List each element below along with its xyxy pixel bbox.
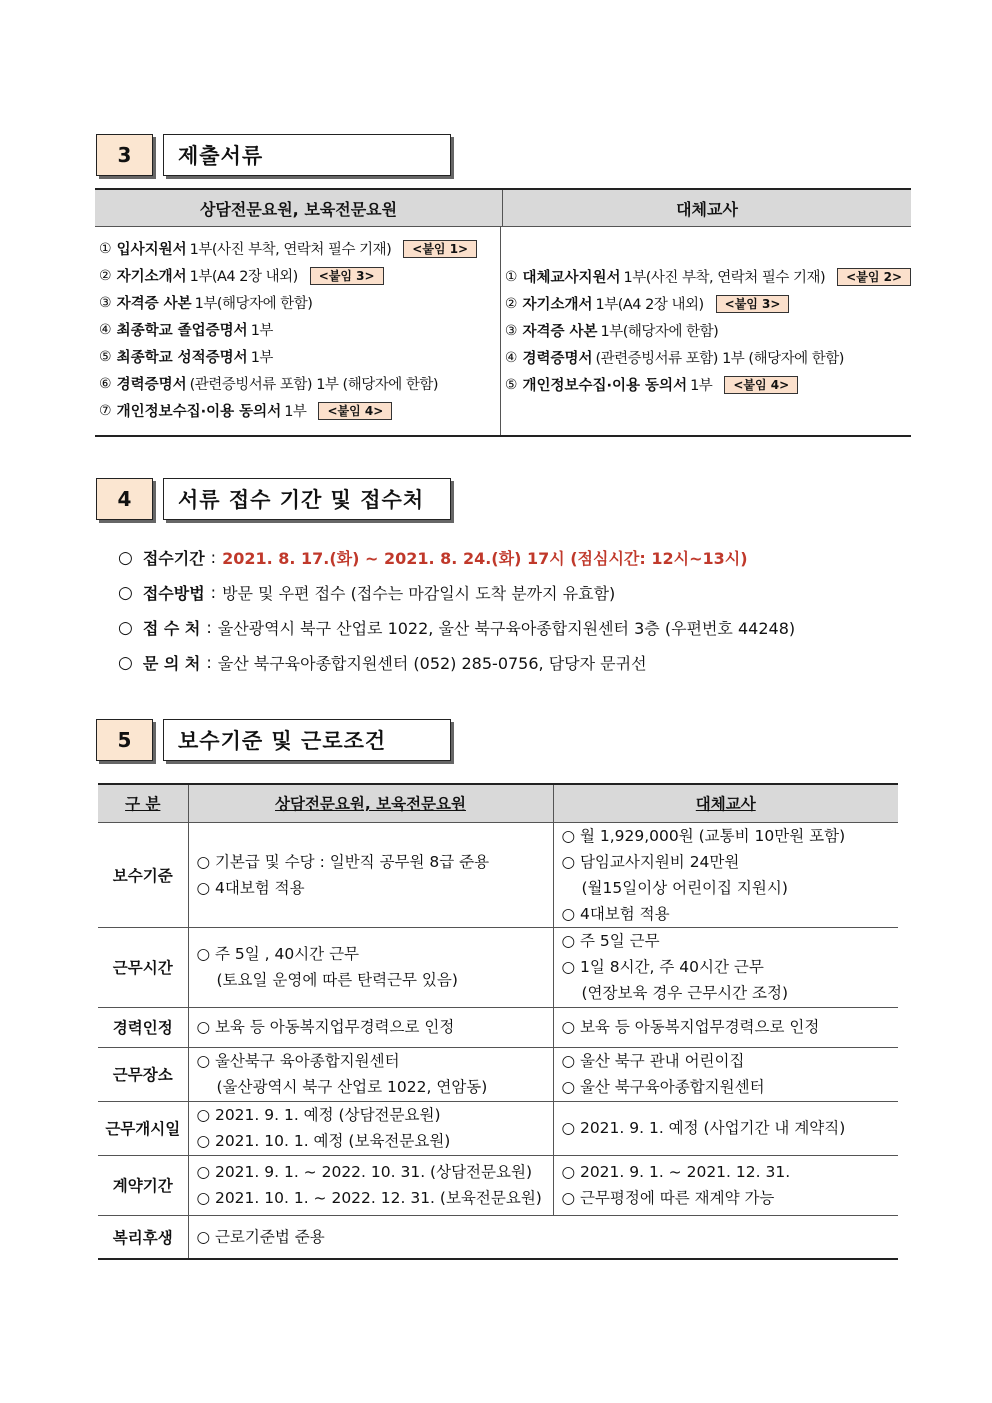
document-name: 최종학교 졸업증명서 [116, 323, 248, 339]
condition-line: ○ 월 1,929,000원 (교통비 10만원 포함) [561, 826, 846, 845]
row-category: 계약기간 [98, 1155, 188, 1215]
specialist-condition [188, 1007, 553, 1047]
item-number: ② [504, 295, 518, 312]
condition-line: (월15일이상 어린이집 지원시) [581, 878, 788, 897]
bullet-icon: ○ [118, 582, 133, 603]
table-row [98, 822, 898, 927]
attachment-badge: <붙임 3> [716, 295, 790, 313]
condition-line: ○ 기본급 및 수당 : 일반직 공무원 8급 준용 [196, 852, 490, 871]
substitute-condition [553, 927, 898, 1007]
condition-line: ○ 울산 북구육아종합지원센터 [561, 1078, 765, 1096]
info-value: 방문 및 우편 접수 (접수는 마감일시 도착 분까지 유효함) [222, 584, 616, 603]
item-number: ① [99, 240, 112, 257]
bullet-icon: ○ [118, 652, 133, 673]
separator: : [210, 548, 217, 567]
condition-line: ○ 2021. 9. 1. 예정 (사업기간 내 계약직) [561, 1119, 846, 1137]
info-label: 문 의 처 [142, 654, 201, 673]
document-item [505, 344, 911, 371]
header-category: 구 분 [98, 784, 188, 822]
condition-line: ○ 4대보험 적용 [561, 904, 670, 923]
table-row [98, 1215, 898, 1259]
condition-line: ○ 근로기준법 준용 [196, 1227, 325, 1246]
document-detail: 1부(A4 2장 내외) [189, 269, 298, 285]
document-name: 입사지원서 [116, 242, 187, 258]
item-number: ④ [99, 321, 112, 338]
document-detail: 1부(해당자에 한함) [194, 296, 313, 312]
item-number: ② [99, 267, 112, 284]
condition-line: ○ 4대보험 적용 [196, 878, 305, 897]
substitute-condition [553, 1101, 898, 1155]
section-title: 서류 접수 기간 및 접수처 [163, 478, 451, 520]
condition-line: ○ 울산북구 육아종합지원센터 [196, 1052, 400, 1070]
conditions-table-header [98, 784, 898, 822]
info-row [118, 645, 795, 680]
item-number: ⑤ [504, 376, 518, 393]
attachment-badge: <붙임 3> [310, 267, 384, 285]
separator: : [206, 618, 212, 637]
document-item [99, 262, 500, 289]
condition-line: ○ 보육 등 아동복지업무경력으로 인정 [196, 1018, 455, 1036]
substitute-condition [553, 1007, 898, 1047]
info-value: 울산광역시 북구 산업로 1022, 울산 북구육아종합지원센터 3층 (우편번호 44248) [217, 619, 796, 638]
row-category: 보수기준 [98, 822, 188, 927]
section-4-header [96, 478, 451, 520]
section-title: 보수기준 및 근로조건 [163, 719, 451, 761]
document-name: 자격증 사본 [116, 296, 192, 312]
specialist-condition [188, 927, 553, 1007]
document-detail: 1부(사진 부착, 연락처 필수 기재) [189, 242, 392, 258]
application-info-list [118, 540, 795, 680]
condition-line: ○ 주 5일 근무 [561, 932, 660, 950]
document-item [99, 316, 500, 343]
document-detail: (관련증빙서류 포함) 1부 (해당자에 한함) [595, 351, 844, 367]
condition-line: (연장보육 경우 근무시간 조정) [581, 984, 789, 1002]
condition-line: ○ 1일 8시간, 주 40시간 근무 [561, 958, 764, 976]
document-detail: (관련증빙서류 포함) 1부 (해당자에 한함) [189, 377, 439, 393]
condition-line: (울산광역시 북구 산업로 1022, 연암동) [216, 1078, 488, 1096]
row-category: 복리후생 [98, 1215, 188, 1259]
condition-line: ○ 2021. 9. 1. ~ 2021. 12. 31. [561, 1163, 791, 1181]
document-item [99, 289, 500, 316]
item-number: ④ [504, 349, 518, 366]
table-row [98, 927, 898, 1007]
item-number: ① [504, 268, 518, 285]
specialist-condition [188, 1215, 898, 1259]
substitute-condition [553, 1155, 898, 1215]
condition-line: ○ 2021. 9. 1. ~ 2022. 10. 31. (상담전문요원) [196, 1163, 532, 1181]
info-value: 2021. 8. 17.(화) ~ 2021. 8. 24.(화) 17시 (점심시간: 12시~13시) [222, 549, 748, 568]
table-row [98, 1155, 898, 1215]
info-value: 울산 북구육아종합지원센터 (052) 285-0756, 담당자 문귀선 [217, 654, 647, 673]
item-number: ⑦ [99, 402, 112, 419]
item-number: ⑤ [99, 348, 112, 365]
header-specialists: 상담전문요원, 보육전문요원 [188, 784, 553, 822]
section-title: 제출서류 [163, 134, 451, 176]
document-name: 자기소개서 [116, 269, 187, 285]
documents-table-header [95, 190, 911, 227]
attachment-badge: <붙임 4> [724, 376, 798, 394]
document-name: 경력증명서 [116, 377, 187, 393]
section-3-header [96, 134, 451, 176]
document-item [505, 290, 911, 317]
separator: : [210, 583, 217, 602]
document-name: 경력증명서 [522, 351, 593, 367]
bullet-icon: ○ [118, 617, 133, 638]
condition-line: (토요일 운영에 따른 탄력근무 있음) [216, 971, 458, 989]
substitute-documents-list [501, 227, 911, 435]
attachment-badge: <붙임 1> [403, 240, 477, 258]
document-item [505, 317, 911, 344]
column-header-specialists: 상담전문요원, 보육전문요원 [95, 190, 503, 226]
condition-line: ○ 근무평정에 따른 재계약 가능 [561, 1189, 775, 1207]
specialist-documents-list [95, 227, 501, 435]
row-category: 근무장소 [98, 1047, 188, 1101]
conditions-table [98, 783, 898, 1260]
substitute-condition [553, 822, 898, 927]
section-number: 3 [96, 134, 153, 176]
document-detail: 1부 [250, 350, 273, 366]
document-name: 개인정보수집·이용 동의서 [116, 404, 282, 420]
document-item [99, 397, 500, 424]
info-row [118, 575, 795, 610]
condition-line: ○ 울산 북구 관내 어린이집 [561, 1052, 745, 1070]
bullet-icon: ○ [118, 547, 133, 568]
document-name: 자격증 사본 [522, 324, 598, 340]
row-category: 근무개시일 [98, 1101, 188, 1155]
condition-line: ○ 2021. 10. 1. ~ 2022. 12. 31. (보육전문요원) [196, 1189, 542, 1207]
separator: : [206, 653, 212, 672]
specialist-condition [188, 1155, 553, 1215]
document-detail: 1부 [284, 404, 307, 420]
document-detail: 1부 [690, 378, 713, 394]
condition-line: ○ 2021. 10. 1. 예정 (보육전문요원) [196, 1132, 451, 1150]
document-item [99, 370, 500, 397]
specialist-condition [188, 822, 553, 927]
document-detail: 1부(사진 부착, 연락처 필수 기재) [623, 270, 826, 286]
item-number: ③ [504, 322, 518, 339]
item-number: ③ [99, 294, 112, 311]
substitute-condition [553, 1047, 898, 1101]
document-item [505, 263, 911, 290]
documents-table-body [95, 227, 911, 435]
document-name: 자기소개서 [522, 297, 593, 313]
specialist-condition [188, 1101, 553, 1155]
section-number: 5 [96, 719, 153, 761]
header-substitute: 대체교사 [553, 784, 898, 822]
column-header-substitute: 대체교사 [676, 199, 738, 219]
condition-line: ○ 보육 등 아동복지업무경력으로 인정 [561, 1018, 820, 1036]
condition-line: ○ 주 5일 , 40시간 근무 [196, 945, 360, 963]
document-item [99, 235, 500, 262]
section-number: 4 [96, 478, 153, 520]
attachment-badge: <붙임 4> [318, 402, 392, 420]
table-row [98, 1047, 898, 1101]
document-name: 최종학교 성적증명서 [116, 350, 248, 366]
document-item [505, 371, 911, 398]
section-5-header [96, 719, 451, 761]
condition-line: ○ 2021. 9. 1. 예정 (상담전문요원) [196, 1106, 441, 1124]
document-name: 개인정보수집·이용 동의서 [522, 378, 688, 394]
info-label: 접수방법 [142, 584, 205, 603]
document-name: 대체교사지원서 [522, 270, 621, 286]
table-row [98, 1101, 898, 1155]
document-detail: 1부 [250, 323, 273, 339]
table-row [98, 1007, 898, 1047]
row-category: 경력인정 [98, 1007, 188, 1047]
info-label: 접 수 처 [142, 619, 201, 638]
row-category: 근무시간 [98, 927, 188, 1007]
info-row [118, 610, 795, 645]
info-label: 접수기간 [142, 549, 205, 568]
specialist-condition [188, 1047, 553, 1101]
document-detail: 1부(A4 2장 내외) [595, 297, 704, 313]
condition-line: ○ 담임교사지원비 24만원 [561, 852, 740, 871]
document-item [99, 343, 500, 370]
documents-table [95, 188, 911, 437]
document-detail: 1부(해당자에 한함) [600, 324, 719, 340]
item-number: ⑥ [99, 375, 112, 392]
info-row [118, 540, 795, 575]
attachment-badge: <붙임 2> [837, 268, 911, 286]
